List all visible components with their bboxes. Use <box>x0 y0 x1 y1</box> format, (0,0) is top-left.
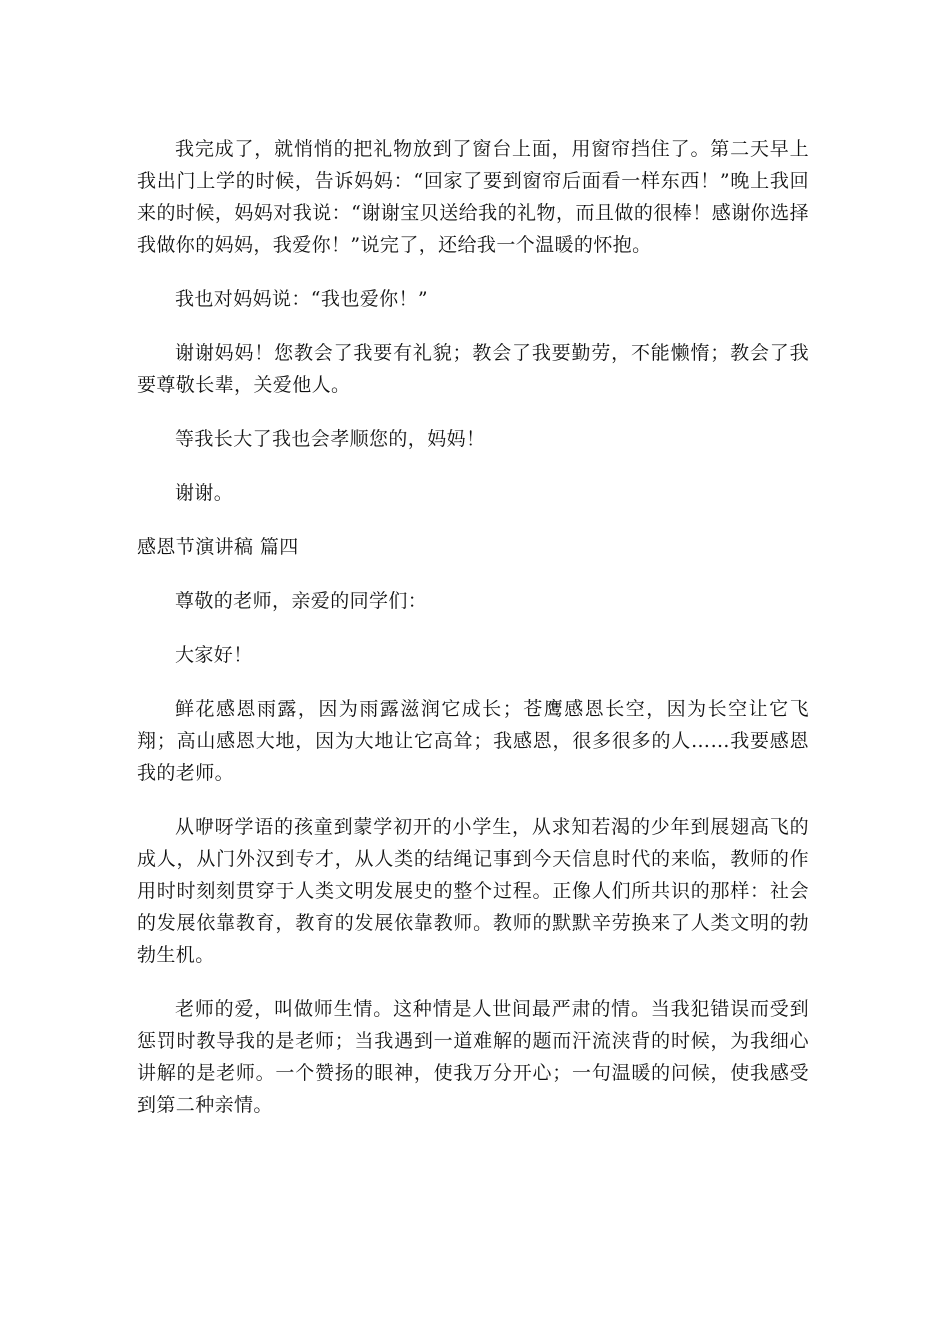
speech-paragraph: 老师的爱，叫做师生情。这种情是人世间最严肃的情。当我犯错误而受到惩罚时教导我的是老师；当我遇到一道难解的题而汗流浃背的时候，为我细心讲解的是老师。一个赞扬的眼神，使我万分开心；一句温暖的问候，使我感受到第二种亲情。 <box>137 998 809 1116</box>
speech-paragraph: 从咿呀学语的孩童到蒙学初开的小学生，从求知若渴的少年到展翅高飞的成人，从门外汉到专才，从人类的结绳记事到今天信息时代的来临，教师的作用时时刻刻贯穿于人类文明发展史的整个过程。正像人们所共识的那样：社会的发展依靠教育，教育的发展依靠教师。教师的默默辛劳换来了人类文明的勃勃生机。 <box>137 816 809 966</box>
paragraph: 等我长大了我也会孝顺您的，妈妈！ <box>175 428 486 450</box>
document-page <box>137 133 809 1121</box>
paragraph: 谢谢。 <box>175 482 234 504</box>
speech-greeting: 尊敬的老师，亲爱的同学们： <box>175 590 428 612</box>
paragraph: 我完成了，就悄悄的把礼物放到了窗台上面，用窗帘挡住了。第二天早上我出门上学的时候，告诉妈妈：“回家了要到窗帘后面看一样东西！”晚上我回来的时候，妈妈对我说：“谢谢宝贝送给我的礼物，而且做的很棒！感谢你选择我做你的妈妈，我爱你！”说完了，还给我一个温暖的怀抱。 <box>137 138 809 256</box>
paragraph: 我也对妈妈说：“我也爱你！” <box>175 288 429 310</box>
section-heading: 感恩节演讲稿 篇四 <box>137 536 299 558</box>
paragraph: 谢谢妈妈！您教会了我要有礼貌；教会了我要勤劳，不能懒惰；教会了我要尊敬长辈，关爱他人。 <box>137 342 809 396</box>
speech-paragraph: 鲜花感恩雨露，因为雨露滋润它成长；苍鹰感恩长空，因为长空让它飞翔；高山感恩大地，因为大地让它高耸；我感恩，很多很多的人……我要感恩我的老师。 <box>137 698 809 784</box>
speech-salutation: 大家好！ <box>175 644 253 666</box>
